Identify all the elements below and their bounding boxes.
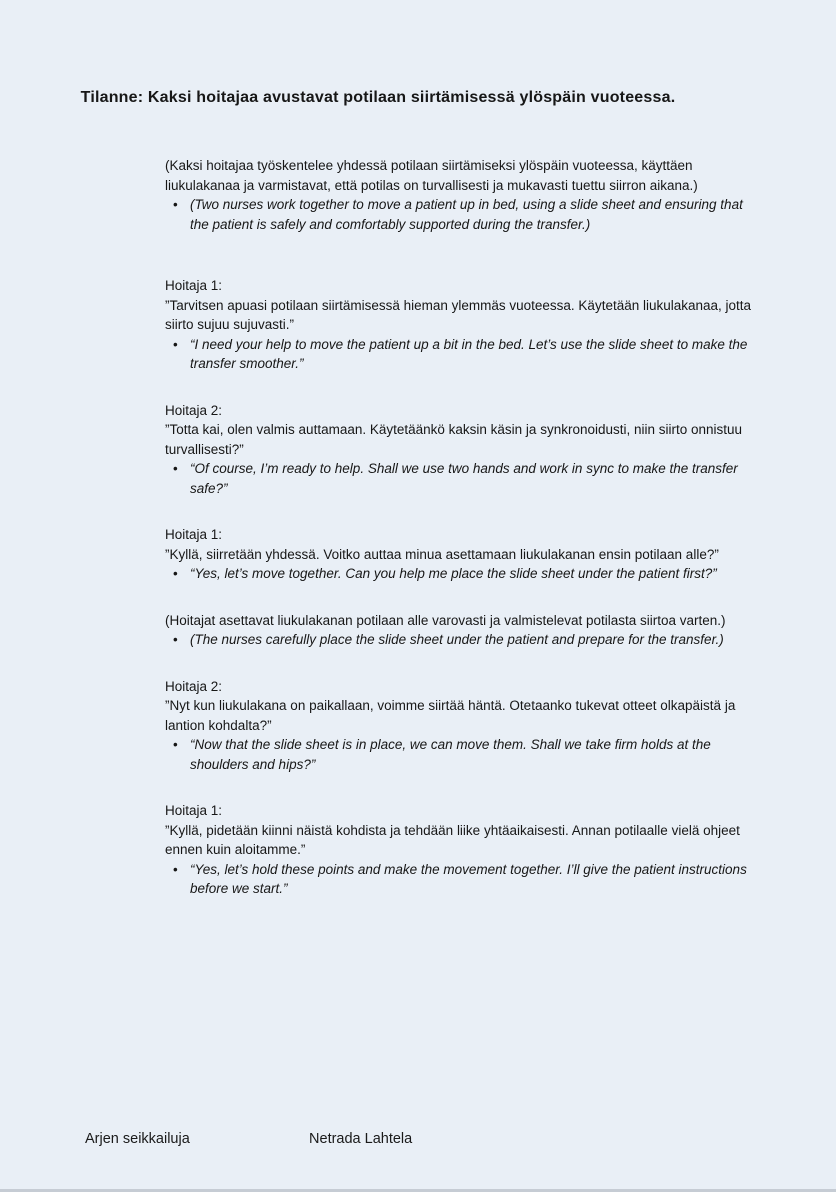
translation-bullet (165, 335, 764, 374)
page-footer (85, 1131, 685, 1147)
bullet-icon: • (173, 632, 178, 647)
document-body (0, 110, 836, 899)
bullet-icon: • (173, 197, 178, 212)
translation-bullet (165, 860, 764, 899)
intro-translation-bullet (165, 195, 764, 234)
finnish-line: ”Kyllä, siirretään yhdessä. Voitko auttaa minua asettamaan liukulakanan ensin potilaan alle?” (165, 546, 719, 562)
finnish-line: ”Tarvitsen apuasi potilaan siirtämisessä hieman ylemmäs vuoteessa. Käytetään liukulakanaa, jotta siirto sujuu sujuvasti.” (165, 297, 752, 332)
english-line: “Of course, I’m ready to help. Shall we use two hands and work in sync to make the transfer safe?” (190, 461, 738, 496)
narration-block (165, 611, 764, 650)
finnish-line: ”Kyllä, pidetään kiinni näistä kohdista ja tehdään liike yhtäaikaisesti. Annan potilaalle vielä ohjeet ennen kuin aloitamme.” (165, 822, 740, 857)
page-title: Tilanne: Kaksi hoitajaa avustavat potilaan siirtämisessä ylöspäin vuoteessa. (80, 89, 676, 106)
speaker-label: Hoitaja 2: (165, 678, 223, 694)
intro-block (165, 156, 764, 234)
footer-brand: Arjen seikkailuja (85, 1131, 190, 1147)
speaker-label: Hoitaja 1: (165, 278, 223, 293)
english-line: “I need your help to move the patient up a bit in the bed. Let’s use the slide sheet to make the transfer smoother.” (190, 336, 748, 371)
footer-author: Netrada Lahtela (309, 1131, 413, 1147)
english-line: “Yes, let’s move together. Can you help me place the slide sheet under the patient first?” (190, 566, 717, 581)
speaker-label: Hoitaja 2: (165, 402, 223, 418)
translation-bullet (165, 630, 764, 650)
bullet-icon: • (173, 566, 178, 581)
intro-english-text: (Two nurses work together to move a patient up in bed, using a slide sheet and ensuring that the patient is safely and comfortably supported during the transfer.) (190, 197, 743, 232)
dialog-block-1 (165, 276, 764, 374)
english-line: “Now that the slide sheet is in place, we can move them. Shall we take firm holds at the shoulders and hips?” (190, 737, 711, 772)
dialog-block-2 (165, 401, 764, 499)
dialog-block-5 (165, 801, 764, 899)
intro-finnish-text: (Kaksi hoitajaa työskentelee yhdessä potilaan siirtämiseksi ylöspäin vuoteessa, käyttäen liukulakanaa ja varmistavat, että potilas on turvallisesti ja mukavasti tuettu siirron aikana.) (165, 158, 698, 193)
dialog-block-3 (165, 525, 764, 584)
dialog-block-4 (165, 677, 764, 775)
translation-bullet (165, 735, 764, 774)
bullet-icon: • (173, 737, 178, 752)
english-line: (The nurses carefully place the slide sheet under the patient and prepare for the transfer.) (190, 632, 724, 647)
bullet-icon: • (173, 861, 178, 877)
bullet-icon: • (173, 461, 178, 476)
speaker-label: Hoitaja 1: (165, 803, 223, 818)
finnish-line: ”Nyt kun liukulakana on paikallaan, voimme siirtää häntä. Otetaanko tukevat otteet olkapäistä ja lantion kohdalta?” (165, 698, 736, 733)
finnish-line: (Hoitajat asettavat liukulakanan potilaan alle varovasti ja valmistelevat potilasta siirtoa varten.) (165, 612, 726, 628)
bullet-icon: • (173, 336, 178, 352)
translation-bullet (165, 459, 764, 498)
speaker-label: Hoitaja 1: (165, 527, 223, 542)
english-line: “Yes, let’s hold these points and make the movement together. I’ll give the patient instructions before we start.” (190, 861, 747, 896)
finnish-line: ”Totta kai, olen valmis auttamaan. Käytetäänkö kaksin käsin ja synkronoidusti, niin siirto onnistuu turvallisesti?” (165, 422, 743, 457)
translation-bullet (165, 564, 764, 584)
